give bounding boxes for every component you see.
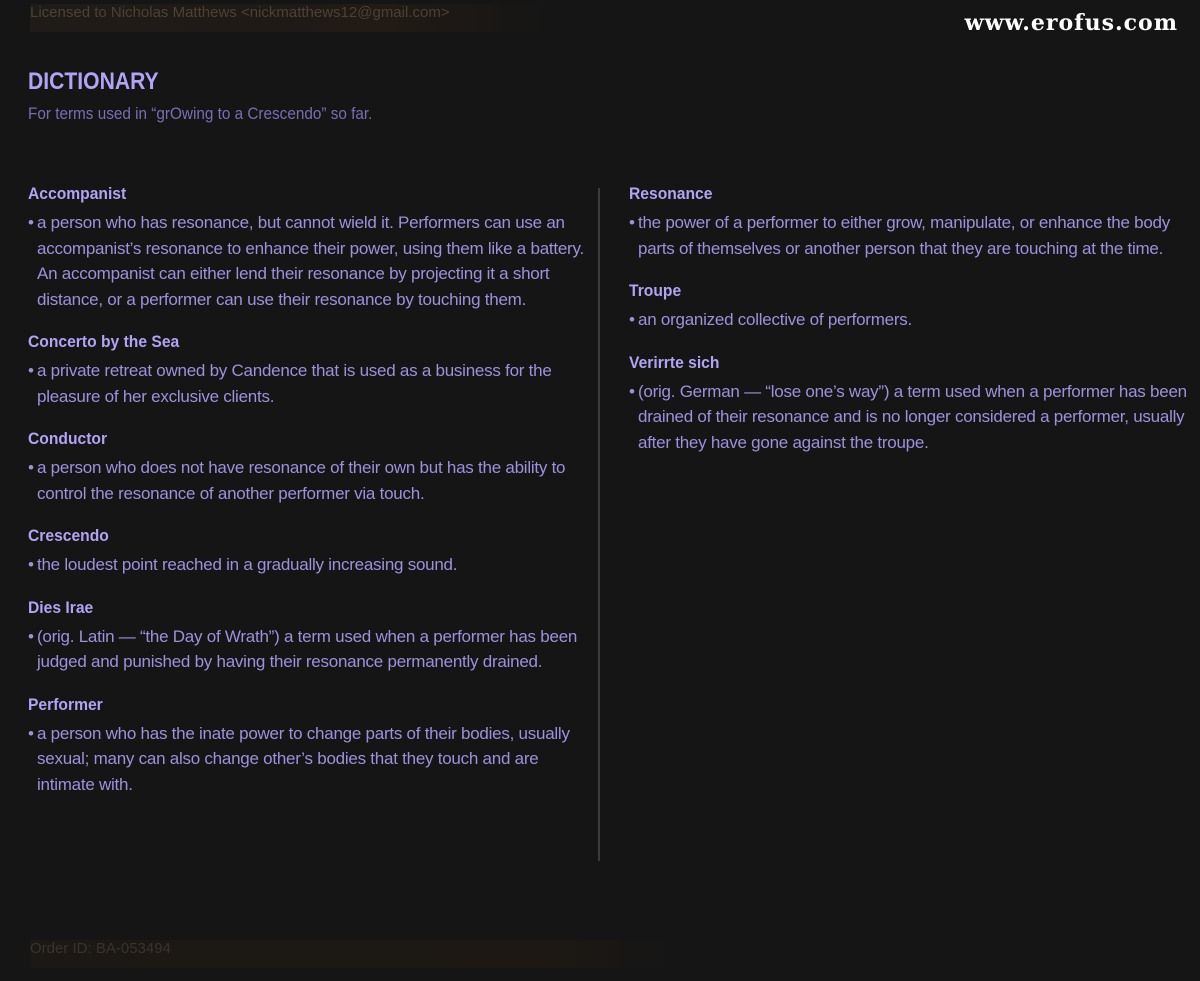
entry-term: Accompanist [28,184,127,203]
bullet-icon: • [28,361,34,380]
entry-verirrte-sich [629,351,1189,456]
entry-term: Concerto by the Sea [28,332,180,351]
definition-text: (orig. Latin — “the Day of Wrath”) a term used when a performer has been judged and punished by having their resonance permanently drained. [37,626,578,671]
page-subtitle: For terms used in “grOwing to a Crescendo” so far. [28,104,373,123]
bullet-icon: • [629,381,635,401]
entry-definition [629,210,1189,261]
entry-dies-irae [28,596,588,675]
page-header [28,68,728,124]
entry-performer [28,693,588,798]
definition-text: an organized collective of performers. [638,310,912,329]
bullet-icon: • [28,213,34,232]
entry-term: Performer [28,694,103,714]
entry-definition [28,358,588,409]
entry-definition [629,379,1189,456]
entry-definition [28,455,588,506]
definition-text: a person who has resonance, but cannot wield it. Performers can use an accompanist’s resonance to enhance their power, using them like a battery. An accompanist can either lend their resonance by projecting it a short distance, or a performer can use their resonance by touching them. [37,213,584,309]
entry-conductor [28,427,588,506]
entry-definition [28,552,588,578]
entry-definition [629,307,1189,333]
definition-text: a private retreat owned by Candence that is used as a business for the pleasure of her exclusive clients. [37,361,552,406]
entry-troupe [629,279,1189,333]
entry-term: Conductor [28,429,108,448]
bullet-icon: • [28,458,34,477]
license-notice: Licensed to Nicholas Matthews <nickmatthews12@gmail.com> [30,4,550,32]
entry-accompanist [28,182,588,312]
definition-text: a person who has the inate power to change parts of their bodies, usually sexual; many can also change other’s bodies that they touch and are intimate with. [37,723,570,794]
definition-text: a person who does not have resonance of their own but has the ability to control the resonance of another performer via touch. [37,458,566,503]
right-column [629,182,1189,473]
left-column [28,182,588,815]
entry-term: Resonance [629,184,713,203]
page-title: DICTIONARY [28,68,159,95]
watermark-text: www.erofus.com [964,10,1178,36]
order-id: Order ID: BA-053494 [30,940,680,968]
entry-term: Troupe [629,281,682,300]
definition-text: the power of a performer to either grow, manipulate, or enhance the body parts of themselves or another person that they are touching at the time. [638,213,1170,258]
entry-resonance [629,182,1189,261]
bullet-icon: • [629,310,635,329]
entry-term: Crescendo [28,526,109,545]
entry-concerto-by-the-sea [28,330,588,409]
entry-term: Dies Irae [28,597,94,617]
entry-crescendo [28,524,588,578]
column-divider [598,188,600,861]
definition-text: (orig. German — “lose one’s way”) a term used when a performer has been drained of their resonance and is no longer considered a performer, usually after they have gone against the troupe. [638,381,1187,452]
bullet-icon: • [28,555,34,574]
entry-definition [28,210,588,312]
entry-definition [28,624,588,675]
entry-definition [28,721,588,798]
entry-term: Verirrte sich [629,352,720,372]
definition-text: the loudest point reached in a gradually increasing sound. [37,555,458,574]
bullet-icon: • [629,213,635,232]
bullet-icon: • [28,723,34,743]
bullet-icon: • [28,626,34,646]
